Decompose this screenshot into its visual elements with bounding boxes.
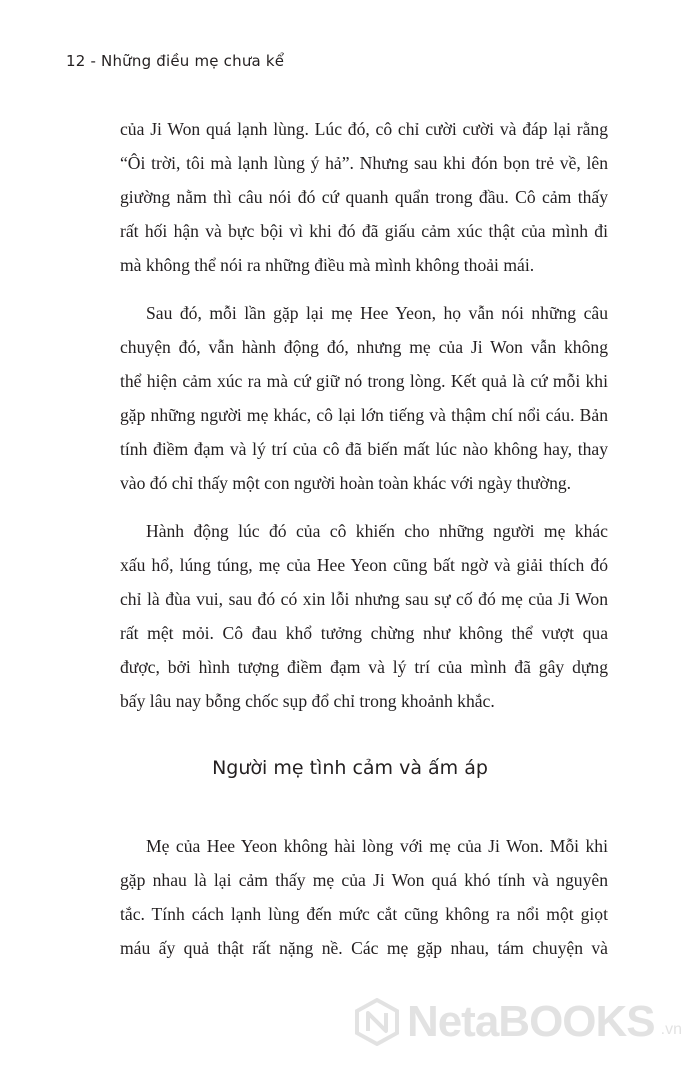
watermark-text: NetaBOOKS — [406, 997, 655, 1046]
text-line: gặp nhau là lại cảm thấy mẹ của Ji Won quá khó tính và nguyên — [120, 870, 608, 890]
text-line: thể hiện cảm xúc ra mà cứ giữ nó trong lòng. Kết quả là cứ mỗi khi — [120, 371, 608, 391]
text-line: xấu hổ, lúng túng, mẹ của Hee Yeon cũng bất ngờ và giải thích đó — [120, 555, 608, 575]
text-line: Hành động lúc đó của cô khiến cho những người mẹ khác — [146, 521, 608, 541]
text-line: giường nằm thì câu nói đó cứ quanh quẩn trong đầu. Cô cảm thấy — [120, 187, 608, 207]
body-text-top — [120, 112, 608, 718]
text-line: chỉ là đùa vui, sau đó có xin lỗi nhưng sau sự cố đó mẹ của Ji Won — [120, 589, 608, 609]
netabooks-logo-icon — [353, 998, 401, 1046]
text-line: Mẹ của Hee Yeon không hài lòng với mẹ của Ji Won. Mỗi khi — [146, 836, 608, 856]
paragraph — [120, 829, 608, 965]
text-line: máu ấy quả thật rất nặng nề. Các mẹ gặp nhau, tám chuyện và — [120, 938, 608, 958]
section-heading: Người mẹ tình cảm và ấm áp — [212, 757, 488, 779]
text-line: rất mệt mỏi. Cô đau khổ tưởng chừng như không thể vượt qua — [120, 623, 608, 643]
text-line: được, bởi hình tượng điềm đạm và lý trí của mình đã gây dựng — [120, 657, 608, 677]
text-line: tắc. Tính cách lạnh lùng đến mức cắt cũng không ra nổi một giọt — [120, 904, 608, 924]
text-line: Sau đó, mỗi lần gặp lại mẹ Hee Yeon, họ vẫn nói những câu — [146, 303, 608, 323]
text-line: của Ji Won quá lạnh lùng. Lúc đó, cô chỉ cười cười và đáp lại rằng — [120, 119, 608, 139]
text-line: chuyện đó, vẫn hành động đó, nhưng mẹ của Ji Won vẫn không — [120, 337, 608, 357]
text-line: tính điềm đạm và lý trí của cô đã biến mất lúc nào không hay, thay — [120, 439, 608, 459]
watermark — [353, 997, 682, 1047]
paragraph — [120, 296, 608, 500]
text-line: rất hối hận và bực bội vì khi đó đã giấu cảm xúc thật của mình đi — [120, 221, 608, 241]
text-line: vào đó chỉ thấy một con người hoàn toàn khác với ngày thường. — [120, 473, 572, 493]
text-line: mà không thể nói ra những điều mà mình không thoải mái. — [120, 255, 535, 275]
text-line: “Ôi trời, tôi mà lạnh lùng ý hả”. Nhưng sau khi đón bọn trẻ về, lên — [120, 153, 608, 173]
text-line: bấy lâu nay bỗng chốc sụp đổ chỉ trong khoảnh khắc. — [120, 691, 495, 711]
body-text-bottom — [120, 829, 608, 965]
paragraph — [120, 514, 608, 718]
watermark-suffix: .vn — [660, 1021, 682, 1038]
running-head: 12 - Những điều mẹ chưa kể — [66, 52, 285, 70]
text-line: gặp những người mẹ khác, cô lại lớn tiếng và thậm chí nổi cáu. Bản — [120, 405, 608, 425]
paragraph — [120, 112, 608, 282]
